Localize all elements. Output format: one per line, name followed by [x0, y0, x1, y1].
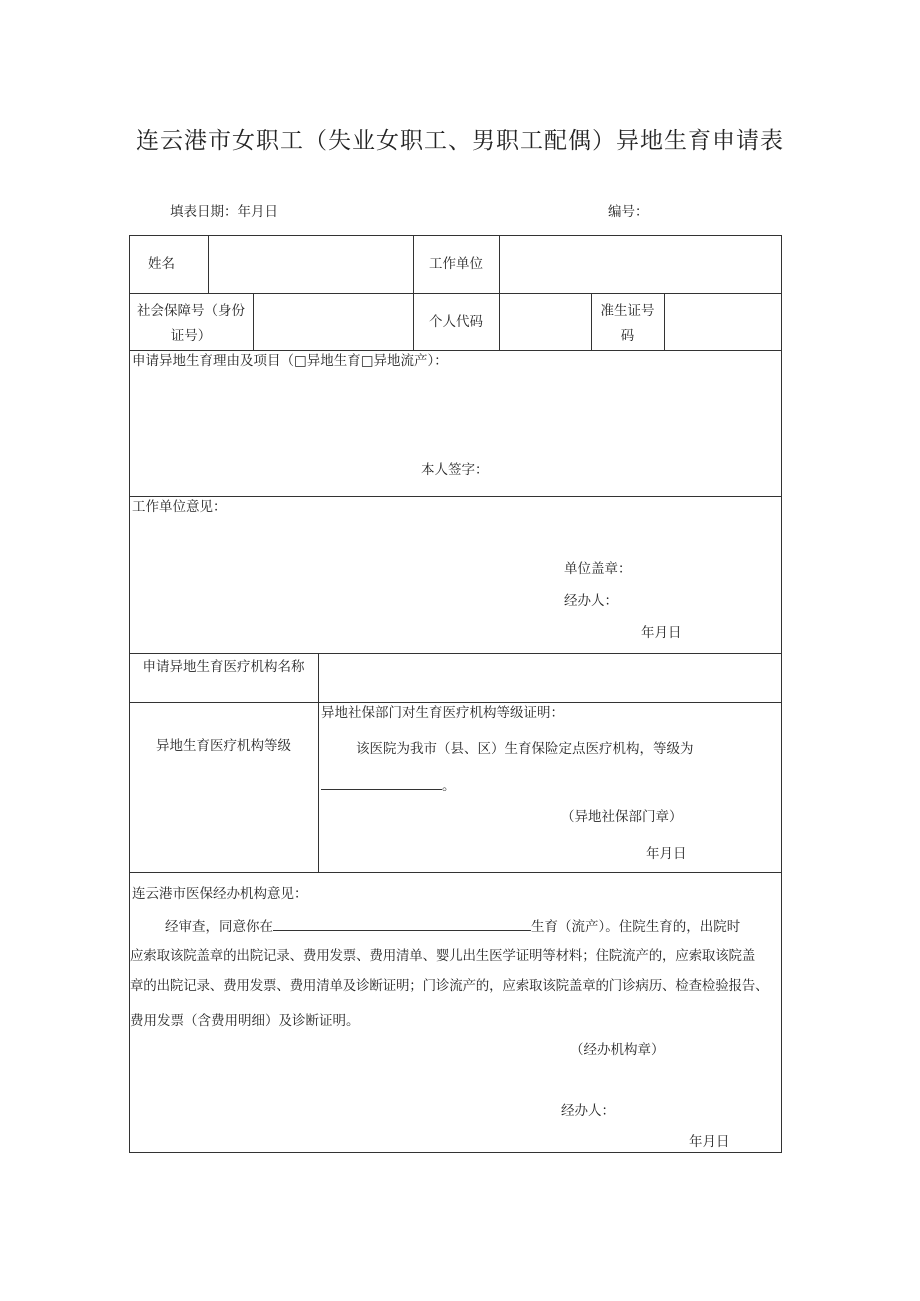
hospital-level-label: 异地生育医疗机构等级 [156, 738, 291, 754]
level-certification-end: 。 [442, 778, 456, 794]
employer-opinion-label: 工作单位意见： [132, 499, 227, 515]
reason-label: 申请异地生育理由及项目（□异地生育□异地流产）： [132, 353, 448, 369]
col-divider [253, 293, 254, 350]
birth-permit-label-line2: 码 [620, 328, 635, 344]
col-divider [664, 293, 665, 350]
row-divider [129, 872, 782, 873]
level-certification-text: 该医院为我市（县、区）生育保险定点医疗机构，等级为 [356, 741, 694, 757]
location-blank-line [273, 916, 531, 931]
birth-permit-label-line1: 准生证号 [600, 303, 655, 319]
col-divider [413, 235, 414, 350]
employer-seal-label: 单位盖章： [564, 561, 632, 577]
fill-date: 填表日期：年月日 [170, 204, 278, 220]
agency-line-1-suffix: 生育（流产）。住院生育的，出院时 [531, 919, 741, 935]
row-divider [129, 496, 782, 497]
agency-line-1-prefix: 经审查，同意你在 [165, 919, 273, 935]
employer-date: 年月日 [641, 625, 682, 641]
level-blank-line [321, 775, 442, 790]
agency-handler-label: 经办人： [561, 1103, 615, 1119]
name-label: 姓名 [148, 256, 175, 272]
serial-number-label: 编号： [608, 204, 649, 220]
agency-seal-label: （经办机构章） [570, 1042, 665, 1058]
agency-date: 年月日 [689, 1134, 730, 1150]
certification-date: 年月日 [646, 846, 687, 862]
level-certification-title: 异地社保部门对生育医疗机构等级证明： [321, 705, 564, 721]
col-divider [208, 235, 209, 293]
ssn-label-line1: 社会保障号（身份 [137, 303, 245, 319]
social-security-seal-label: （异地社保部门章） [561, 809, 683, 825]
row-divider [129, 293, 782, 294]
work-unit-label: 工作单位 [429, 256, 483, 272]
agency-line-4: 费用发票（含费用明细）及诊断证明。 [130, 1013, 360, 1029]
col-divider [318, 653, 319, 872]
applicant-signature-label: 本人签字： [421, 462, 489, 478]
agency-line-3: 章的出院记录、费用发票、费用清单及诊断证明；门诊流产的，应索取该院盖章的门诊病历、检查检验报告、 [130, 978, 769, 994]
hospital-name-label: 申请异地生育医疗机构名称 [142, 659, 305, 675]
agency-line-1 [165, 916, 740, 937]
agency-opinion-label: 连云港市医保经办机构意见： [132, 886, 308, 902]
agency-line-2: 应索取该院盖章的出院记录、费用发票、费用清单、婴儿出生医学证明等材料；住院流产的，应索取该院盖 [130, 948, 756, 964]
col-divider [499, 235, 500, 350]
personal-code-label: 个人代码 [429, 314, 483, 330]
row-divider [129, 653, 782, 654]
employer-handler-label: 经办人： [564, 593, 618, 609]
level-certification-blank [321, 775, 456, 796]
page-title: 连云港市女职工（失业女职工、男职工配偶）异地生育申请表 [136, 128, 784, 154]
ssn-label-line2: 证号） [170, 328, 212, 344]
